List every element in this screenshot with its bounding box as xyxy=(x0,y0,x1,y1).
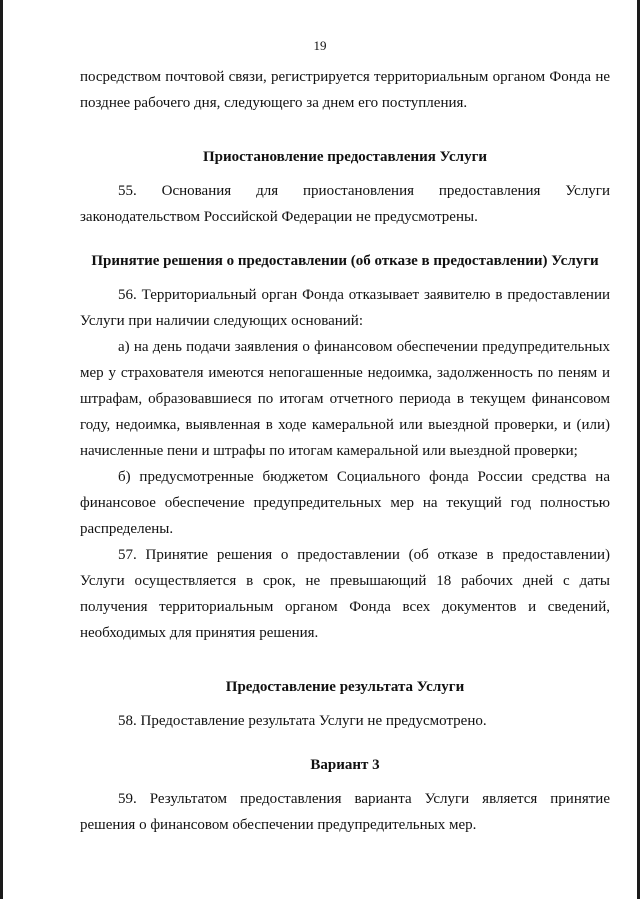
paragraph-57: 57. Принятие решения о предоставлении (об отказе в предоставлении) Услуги осуществляется в срок, не превышающий 18 рабочих дней с даты получения территориальным органом Фонда всех документов и сведений, необходимых для принятия решения. xyxy=(80,547,610,641)
section-heading-suspension: Приостановление предоставления Услуги xyxy=(202,149,488,165)
paragraph-59: 59. Результатом предоставления варианта Услуги является принятие решения о финансовом обеспечении предупредительных мер. xyxy=(80,791,610,833)
page-number: 19 xyxy=(313,38,327,53)
document-body xyxy=(80,64,610,838)
scan-border-left xyxy=(0,0,3,899)
section-heading-decision: Принятие решения о предоставлении (об отказе в предоставлении) Услуги xyxy=(91,253,599,269)
section-heading-variant-3: Вариант 3 xyxy=(310,757,380,773)
section-heading-result: Предоставление результата Услуги xyxy=(225,679,465,695)
paragraph-56: 56. Территориальный орган Фонда отказывает заявителю в предоставлении Услуги при наличии следующих оснований: xyxy=(80,287,610,329)
paragraph-56-b: б) предусмотренные бюджетом Социального фонда России средства на финансовое обеспечение предупредительных мер на текущий год полностью распределены. xyxy=(80,469,610,537)
paragraph-58: 58. Предоставление результата Услуги не предусмотрено. xyxy=(118,713,487,729)
paragraph-55: 55. Основания для приостановления предоставления Услуги законодательством Российской Федерации не предусмотрены. xyxy=(80,183,610,225)
paragraph-continuation: посредством почтовой связи, регистрируется территориальным органом Фонда не позднее рабочего дня, следующего за днем его поступления. xyxy=(80,69,610,111)
paragraph-56-a: а) на день подачи заявления о финансовом обеспечении предупредительных мер у страхователя имеются непогашенные недоимка, задолженность по пеням и штрафам, образовавшиеся по итогам отчетного периода в текущем финансовом году, недоимка, выявленная в ходе камеральной или выездной проверки, и (или) начисленные пени и штрафы по итогам камеральной или выездной проверки; xyxy=(80,339,610,459)
